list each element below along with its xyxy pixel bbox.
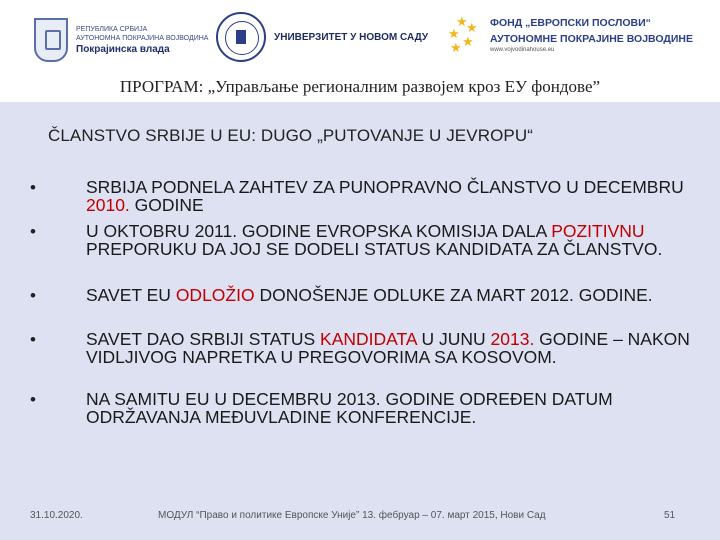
province-logo <box>34 18 208 62</box>
bullet-segment: U OKTOBRU 2011. GODINE EVROPSKA KOMISIJA DALA <box>86 221 552 241</box>
bullet-segment: U JUNU <box>416 329 491 349</box>
fond-url: www.vojvodinahouse.eu <box>490 47 555 53</box>
program-title: ПРОГРАМ: „Управљање регионалним развојем кроз ЕУ фондове” <box>0 72 720 102</box>
province-line-1: РЕПУБЛИКА СРБИЈА <box>76 25 148 33</box>
highlight-text: KANDIDATA <box>320 329 417 349</box>
bullet-item <box>0 178 720 214</box>
highlight-text: POZITIVNU <box>551 221 645 241</box>
university-name: УНИВЕРЗИТЕТ У НОВОМ САДУ <box>274 31 429 43</box>
bullet-item <box>0 390 720 426</box>
fond-line-1: ФОНД „ЕВРОПСКИ ПОСЛОВИ“ <box>490 17 651 29</box>
fond-text <box>490 15 693 53</box>
bullet-segment: SAVET DAO SRBIJI STATUS <box>86 329 321 349</box>
bullet-segment: PREPORUKU DA JOJ SE DODELI STATUS KANDIDATA ZA ČLANSTVO. <box>86 239 663 259</box>
bullet-dot: • <box>30 390 36 409</box>
university-seal-icon <box>216 12 266 62</box>
bullet-dot: • <box>30 330 36 349</box>
bullet-item <box>0 222 720 258</box>
bullet-segment: DONOŠENJE ODLUKE ZA MART 2012. GODINE. <box>254 285 653 305</box>
highlight-text: 2010. <box>86 195 130 215</box>
bullet-text <box>86 286 690 304</box>
highlight-text: ODLOŽIO <box>175 285 255 305</box>
footer-module: МОДУЛ “Право и политике Европске Уније” 13. фебруар – 07. март 2015, Нови Сад <box>158 510 546 521</box>
header-banner <box>0 0 720 72</box>
province-government: Покрајинска влада <box>76 43 170 55</box>
footer-date: 31.10.2020. <box>30 510 83 521</box>
bullet-segment: GODINE <box>129 195 204 215</box>
bullet-segment: GODINE – NAKON VIDLJIVOG NAPRETKA U PREGOVORIMA SA KOSOVOM. <box>86 329 690 367</box>
slide-title: ČLANSTVO SRBIJE U EU: DUGO „PUTOVANJE U JEVROPU“ <box>48 126 533 145</box>
highlight-text: 2013. <box>490 329 535 349</box>
fond-line-2: АУТОНОМНЕ ПОКРАЈИНЕ ВОЈВОДИНЕ <box>490 33 694 45</box>
university-logo <box>216 12 428 62</box>
bullet-text <box>86 390 690 426</box>
bullet-dot: • <box>30 178 36 197</box>
province-crest-icon <box>34 18 68 62</box>
bullet-dot: • <box>30 222 36 241</box>
bullet-dot: • <box>30 286 36 305</box>
fond-logo <box>448 14 693 54</box>
bullet-item <box>0 330 720 366</box>
bullet-segment: NA SAMITU EU U DECEMBRU 2013. GODINE ODREĐEN DATUM ODRŽAVANJA MEĐUVLADINE KONFERENCIJE. <box>86 389 613 427</box>
bullet-segment: SRBIJA PODNELA ZAHTEV ZA PUNOPRAVNO ČLANSTVO U DECEMBRU <box>86 177 684 197</box>
bullet-text <box>86 178 690 214</box>
province-text <box>76 25 208 56</box>
bullet-segment: SAVET EU <box>86 285 176 305</box>
stars-icon: ★ ★ ★ ★ ★ <box>448 14 478 55</box>
bullet-text <box>86 222 690 258</box>
page-number: 51 <box>664 510 676 521</box>
bullet-text <box>86 330 690 366</box>
bullet-item <box>0 286 720 304</box>
province-line-2: АУТОНОМНА ПОКРАЈИНА ВОЈВОДИНА <box>76 34 209 42</box>
